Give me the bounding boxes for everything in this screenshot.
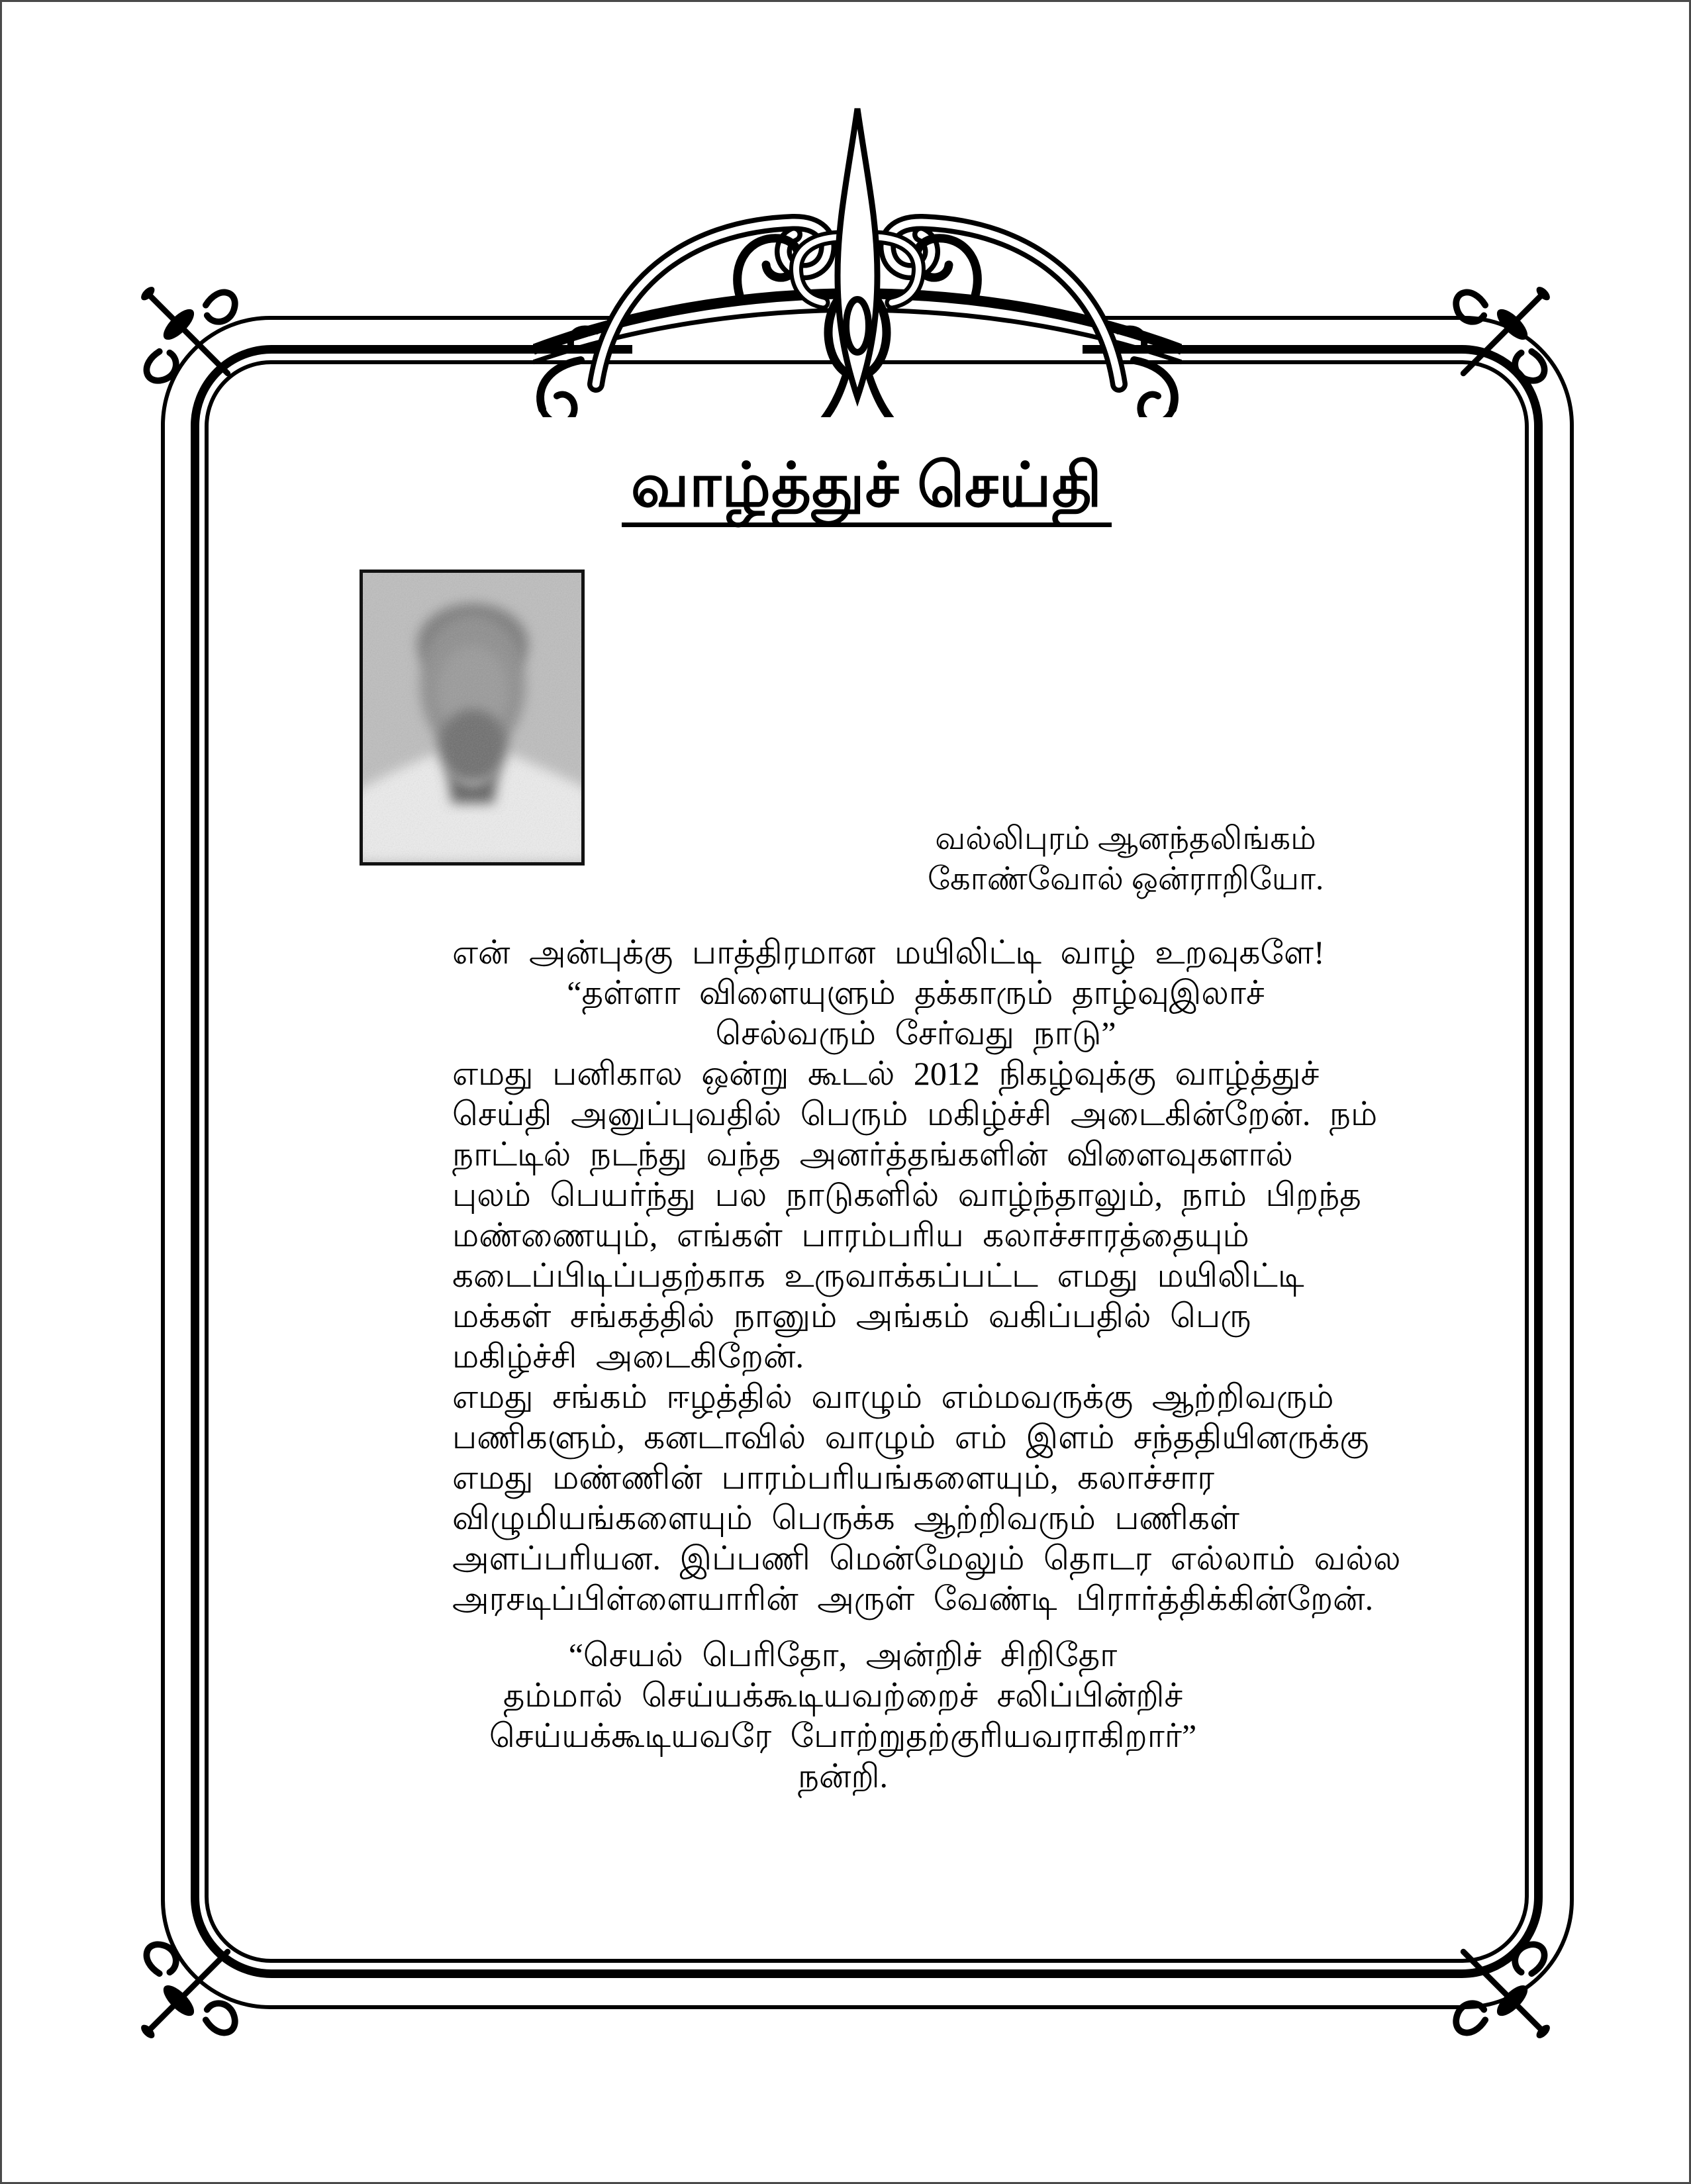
page-title-text: வாழ்த்துச் செய்தி [622,452,1112,527]
body-line: புலம் பெயர்ந்து பல நாடுகளில் வாழ்ந்தாலும், நாம் பிறந்த [452,1176,1361,1213]
crown-flourish-ornament [533,99,1182,417]
body-line: கடைப்பிடிப்பதற்காக உருவாக்கப்பட்ட எமது மயிலிட்டி [452,1257,1304,1294]
portrait-photo [360,570,585,866]
closing-quote-line: “செயல் பெரிதோ, அன்றிச் சிறிதோ [568,1636,1118,1673]
message-body [452,932,1465,1797]
body-line: மகிழ்ச்சி அடைகிறேன். [452,1338,804,1375]
body-line: எமது பனிகால ஒன்று கூடல் 2012 நிகழ்வுக்கு வாழ்த்துச் [452,1055,1320,1092]
kural-line: செல்வரும் சேர்வது நாடு” [715,1015,1116,1052]
corner-dagger-ornament-bottom-left [131,1932,247,2048]
author-name: வல்லிபுரம் ஆனந்தலிங்கம் [935,821,1316,856]
signoff-line: நன்றி. [797,1758,889,1795]
body-line: அரசடிப்பிள்ளையாரின் அருள் வேண்டி பிரார்த்திக்கின்றேன். [452,1580,1374,1617]
closing-quote [452,1635,1233,1797]
salutation-line: என் அன்புக்கு பாத்திரமான மயிலிட்டி வாழ் உறவுகளே! [452,934,1325,971]
body-line: செய்தி அனுப்புவதில் பெரும் மகிழ்ச்சி அடைகின்றேன். நம் [452,1095,1378,1132]
kural-quote [452,973,1379,1054]
body-line: மக்கள் சங்கத்தில் நானும் அங்கம் வகிப்பதில் பெரு [452,1297,1251,1334]
kural-line: “தள்ளா விளையுளும் தக்காரும் தாழ்வுஇலாச் [567,974,1265,1011]
corner-dagger-ornament-top-right [1444,277,1560,393]
body-line: நாட்டில் நடந்து வந்த அனர்த்தங்களின் விளைவுகளால் [452,1136,1293,1173]
body-line: எமது மண்ணின் பாரம்பரியங்களையும், கலாச்சார [452,1459,1215,1496]
body-line: எமது சங்கம் ஈழத்தில் வாழும் எம்மவருக்கு ஆற்றிவரும் [452,1378,1334,1415]
body-line: பணிகளும், கனடாவில் வாழும் எம் இளம் சந்ததியினருக்கு [452,1418,1369,1456]
portrait-image [363,573,581,862]
closing-quote-line: செய்யக்கூடியவரே போற்றுதற்குரியவராகிறார்” [489,1717,1197,1754]
body-line: மண்ணையும், எங்கள் பாரம்பரிய கலாச்சாரத்தையும் [452,1216,1249,1254]
corner-dagger-ornament-bottom-right [1444,1932,1560,2048]
body-line: விழுமியங்களையும் பெருக்க ஆற்றிவரும் பணிகள் [452,1499,1240,1536]
corner-dagger-ornament-top-left [131,277,247,393]
author-location: கோண்வோல் ஒன்ராறியோ. [927,862,1324,897]
author-block [914,819,1337,899]
page-title [205,452,1529,527]
closing-quote-line: தம்மால் செய்யக்கூடியவற்றைச் சலிப்பின்றிச் [503,1677,1183,1714]
body-line: அளப்பரியன. இப்பணி மென்மேலும் தொடர எல்லாம் வல்ல [452,1540,1401,1577]
